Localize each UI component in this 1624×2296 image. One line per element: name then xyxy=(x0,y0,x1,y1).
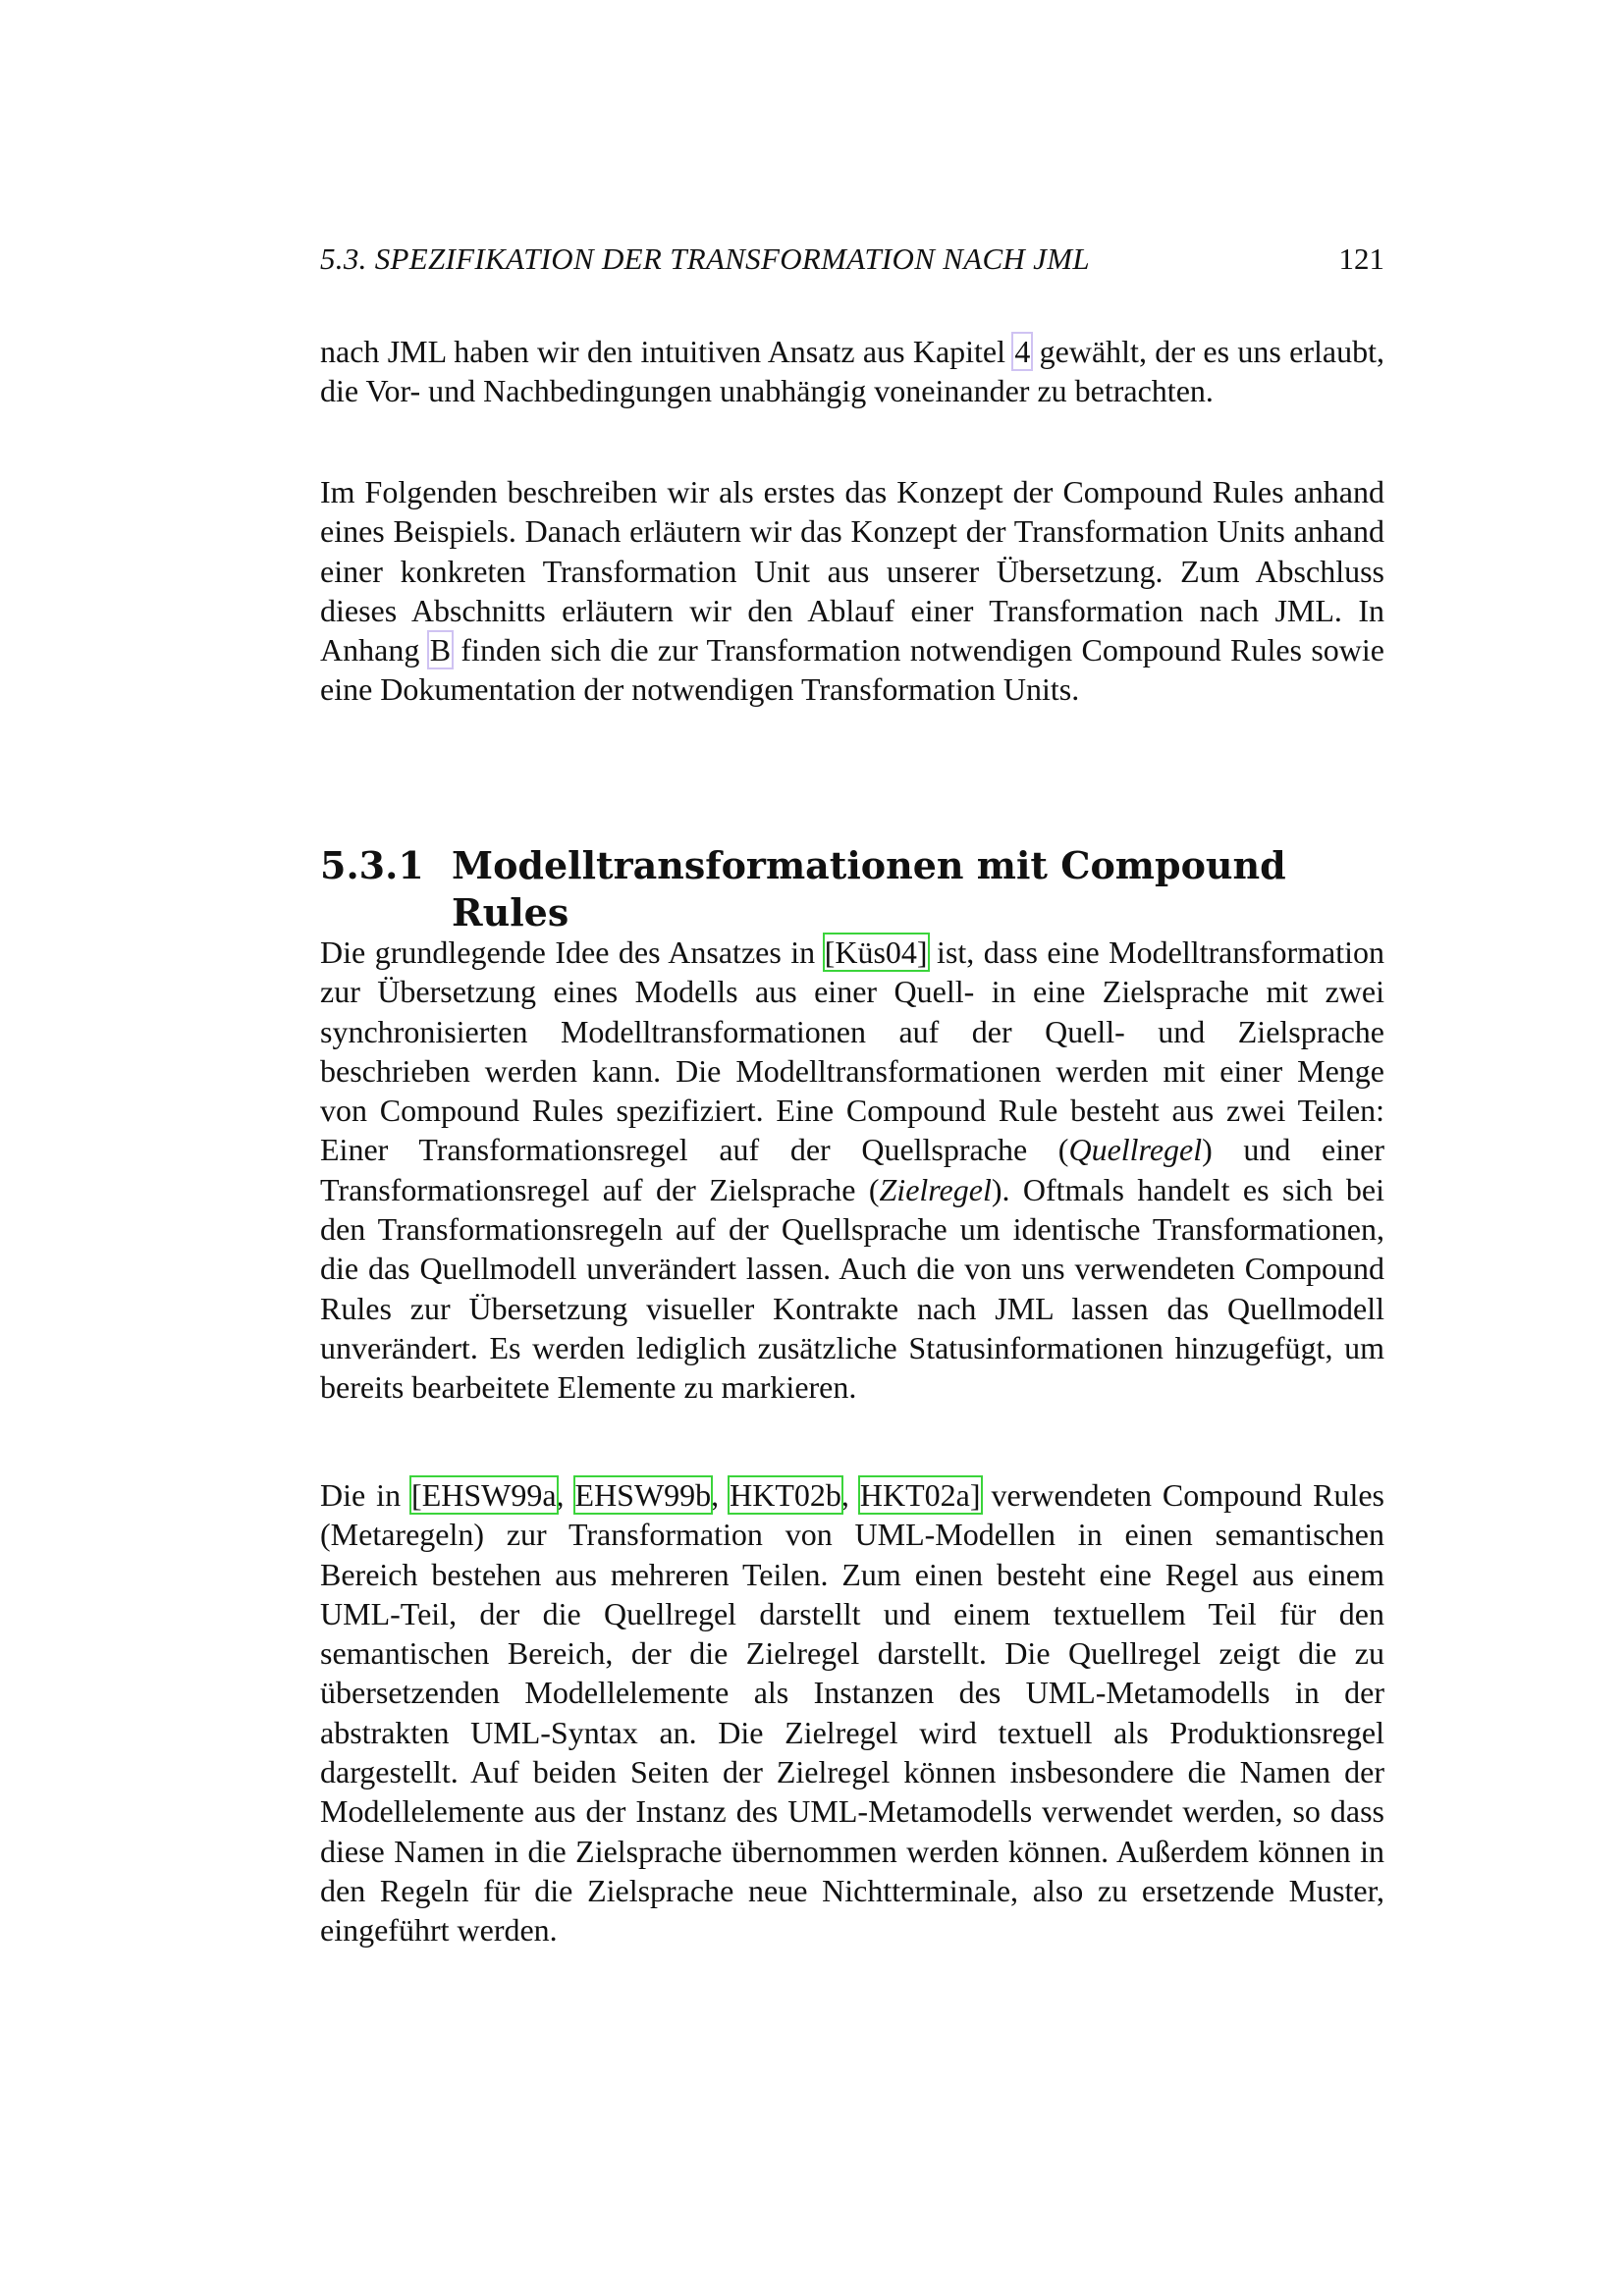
citation-link-hkt02b[interactable]: HKT02b xyxy=(730,1477,841,1513)
paragraph-text: nach JML haben wir den intuitiven Ansatz aus Kapitel xyxy=(320,334,1014,369)
citation-link-ehsw99b[interactable]: EHSW99b xyxy=(574,1477,712,1513)
emphasis-quellregel: Quellregel xyxy=(1068,1132,1203,1168)
citation-separator: , xyxy=(711,1477,731,1513)
paragraph-text: finden sich die zur Transformation notwendigen Compound Rules sowie eine Dokumentation der notwendigen Transformation Units. xyxy=(320,632,1385,708)
citation-separator: , xyxy=(556,1477,575,1513)
page-header xyxy=(320,241,1384,281)
paragraph-text: ) und einer Transformationsregel auf der Zielsprache ( xyxy=(320,1132,1385,1207)
paragraph-text: verwendeten Compound Rules (Metaregeln) zur Transformation von UML-Modellen in einen semantischen Bereich bestehen aus mehreren Teilen. Zum einen besteht eine Regel aus einem UML-Teil, der die Quellregel darstellt und einem textuellem Teil für den semantischen Bereich, der die Zielregel darstellt. Die Quellregel zeigt die zu übersetzenden Modellelemente als Instanzen des UML-Metamodells in der abstrakten UML-Syntax an. Die Zielregel wird textuell als Produktionsregel dargestellt. Auf beiden Seiten der Zielregel können insbesondere die Namen der Modellelemente aus der Instanz des UML-Metamodells verwendet werden, so dass diese Namen in die Zielsprache übernommen werden können. Außerdem können in den Regeln für die Zielsprache neue Nichtterminale, also zu ersetzende Muster, eingeführt werden. xyxy=(320,1477,1384,1949)
citation-link-kus04[interactable]: [Küs04] xyxy=(824,934,928,970)
section-number: 5.3.1 xyxy=(320,843,424,887)
section-title: Modelltransformationen mit Compound Rules xyxy=(452,843,1286,934)
paragraph-text: gewählt, der es uns erlaubt, die Vor- und Nachbedingungen unabhängig voneinander zu betrachten. xyxy=(320,334,1385,409)
section-heading xyxy=(320,842,1384,936)
paragraph-text: Die in xyxy=(320,1477,412,1513)
running-title: 5.3. SPEZIFIKATION DER TRANSFORMATION NACH JML xyxy=(320,241,1090,276)
paragraph-metaregeln xyxy=(320,1475,1384,1950)
paragraph-text: Im Folgenden beschreiben wir als erstes das Konzept der Compound Rules anhand eines Beispiels. Danach erläutern wir das Konzept der Transformation Units anhand einer konkreten Transformation Unit aus unserer Übersetzung. Zum Abschluss dieses Abschnitts erläutern wir den Ablauf einer Transformation nach JML. In Anhang xyxy=(320,474,1384,668)
paragraph-text: ist, dass eine Modelltransformation zur Übersetzung eines Modells aus einer Quell- in eine Zielsprache mit zwei synchronisierten Modelltransformationen auf der Quell- und Zielsprache beschrieben werden kann. Die Modelltransformationen werden mit einer Menge von Compound Rules spezifiziert. Eine Compound Rule besteht aus zwei Teilen: Einer Transformationsregel auf der Quellsprache ( xyxy=(320,934,1385,1168)
citation-separator: , xyxy=(840,1477,860,1513)
emphasis-zielregel: Zielregel xyxy=(879,1171,992,1207)
citation-link-hkt02a[interactable]: HKT02a] xyxy=(859,1477,981,1513)
chapter-reference-link[interactable]: 4 xyxy=(1014,334,1031,369)
paragraph-overview xyxy=(320,472,1384,710)
citation-link-ehsw99a[interactable]: [EHSW99a xyxy=(411,1477,557,1513)
paragraph-compound-rules-idea xyxy=(320,933,1384,1408)
page-number: 121 xyxy=(1338,241,1384,276)
paragraph-text: Die grundlegende Idee des Ansatzes in xyxy=(320,934,825,970)
paragraph-intro-continued xyxy=(320,332,1384,411)
paragraph-text: ). Oftmals handelt es sich bei den Transformationsregeln auf der Quellsprache um identische Transformationen, die das Quellmodell unverändert lassen. Auch die von uns verwendeten Compound Rules zur Übersetzung visueller Kontrakte nach JML lassen das Quellmodell unverändert. Es werden lediglich zusätzliche Statusinformationen hinzugefügt, um bereits bearbeitete Elemente zu markieren. xyxy=(320,1171,1385,1406)
appendix-reference-link[interactable]: B xyxy=(429,632,452,668)
